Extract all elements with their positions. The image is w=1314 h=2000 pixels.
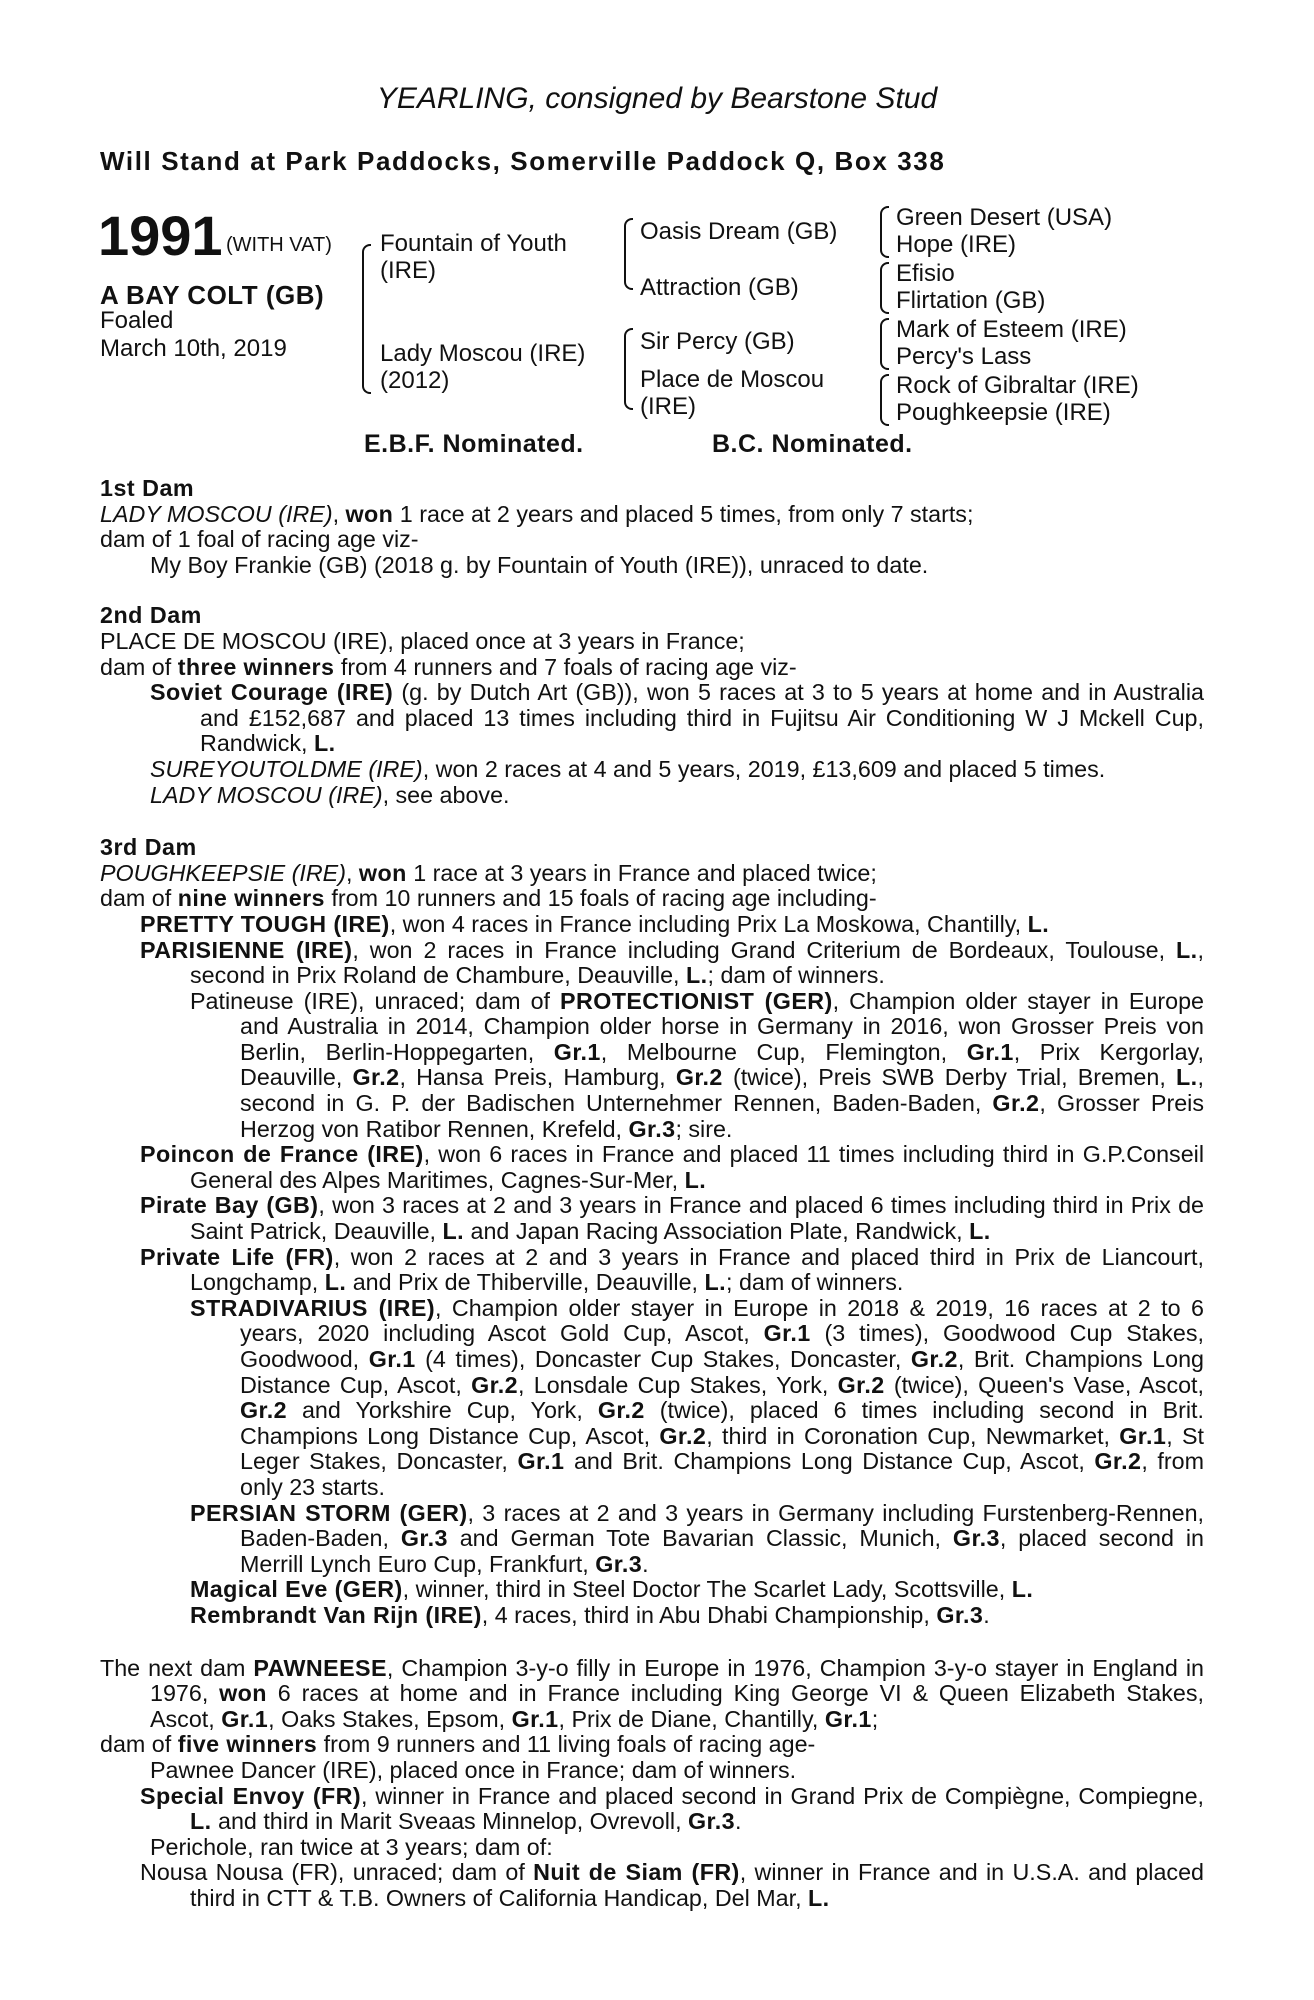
next-dam-produce-2 xyxy=(100,1784,1204,1835)
pedigree-dss: Mark of Esteem (IRE) xyxy=(896,316,1127,343)
text-run: , Grosser Preis Herzog von Ratibor Rennen, Krefeld, xyxy=(240,1090,1205,1142)
text-run: dam of xyxy=(100,885,178,912)
text-run: SUREYOUTOLDME (IRE) xyxy=(150,755,423,782)
text-run: won xyxy=(219,1680,267,1707)
text-run: 6 races at home and in France including King George VI & Queen Elizabeth Stakes, Ascot, xyxy=(150,1680,1204,1732)
brace-ss-parents xyxy=(880,206,889,258)
text-run: five winners xyxy=(177,1731,318,1758)
dam2-produce-3 xyxy=(100,783,1204,809)
text-run: PARISIENNE (IRE) xyxy=(140,936,353,963)
text-run: Private Life (FR) xyxy=(140,1243,334,1270)
text-run: Gr.2 xyxy=(675,1064,723,1091)
brace-ds-parents xyxy=(880,318,889,370)
text-run: dam of xyxy=(100,1731,178,1758)
text-run: , Lonsdale Cup Stakes, York, xyxy=(518,1371,838,1398)
text-run: , Brit. Champions Long Distance Cup, Ascot, xyxy=(240,1346,1204,1398)
dam3-heading: 3rd Dam xyxy=(100,834,197,861)
text-run: , won 3 races at 2 and 3 years in France and placed 6 times including third in Prix de Saint Patrick, Deauville, xyxy=(190,1192,1204,1245)
dam2-foals xyxy=(100,655,1204,681)
consignment-line: YEARLING, consigned by Bearstone Stud xyxy=(376,82,938,115)
text-run: , won 6 races in France and placed 11 times including third in G.P.Conseil General des Alpes Maritimes, Cagnes-Sur-Mer, xyxy=(190,1141,1204,1193)
pedigree-ssd: Hope (IRE) xyxy=(896,231,1017,258)
lot-title: A BAY COLT (GB) xyxy=(100,280,325,310)
text-run: L. xyxy=(685,962,708,989)
text-run: LADY MOSCOU (IRE) xyxy=(150,781,383,808)
text-run: Gr.3 xyxy=(595,1550,643,1577)
text-run: LADY MOSCOU (IRE) xyxy=(100,500,333,527)
text-run: won xyxy=(358,859,407,886)
pedigree-dds: Rock of Gibraltar (IRE) xyxy=(896,372,1139,399)
dam3-produce-8 xyxy=(100,1501,1204,1578)
text-run: nine winners xyxy=(177,885,325,912)
text-run: , Champion older stayer in Europe in 2018 & 2019, 16 races at 2 to 6 years, 2020 including Ascot Gold Cup, Ascot, xyxy=(240,1294,1204,1347)
text-run: , see above. xyxy=(382,781,510,808)
produce-record xyxy=(100,476,1204,1911)
text-run: , Hansa Preis, Hamburg, xyxy=(399,1064,676,1091)
text-run: L. xyxy=(324,1269,347,1296)
foaled-label: Foaled xyxy=(100,307,174,334)
text-run: , third in Coronation Cup, Newmarket, xyxy=(706,1422,1120,1449)
text-run: (twice), Preis SWB Derby Trial, Bremen, xyxy=(722,1064,1177,1091)
pedigree-dam xyxy=(380,340,585,394)
text-run: three winners xyxy=(177,653,335,680)
pedigree-dam-dam xyxy=(640,366,824,420)
pedigree-dam-name: Lady Moscou (IRE) xyxy=(380,340,586,367)
dam3-produce-2 xyxy=(100,938,1204,989)
dam2-heading: 2nd Dam xyxy=(100,602,202,629)
text-run: (twice), placed 6 times including second in Brit. Champions Long Distance Cup, Ascot, xyxy=(240,1397,1204,1449)
text-run: ; sire. xyxy=(675,1115,733,1142)
text-run: Soviet Courage (IRE) xyxy=(150,679,394,706)
ebf-nominated: E.B.F. Nominated. xyxy=(364,430,584,458)
dam2-produce-2 xyxy=(100,757,1204,783)
dam3-foals xyxy=(100,886,1204,912)
dam3-produce-10 xyxy=(100,1603,1204,1629)
next-dam-foals xyxy=(100,1732,1204,1758)
text-run: L. xyxy=(684,1166,707,1193)
dam3-produce-7 xyxy=(100,1296,1204,1501)
dam3-produce-1 xyxy=(100,912,1204,938)
pedigree-sss: Green Desert (USA) xyxy=(896,204,1113,231)
pedigree-sire-country: (IRE) xyxy=(380,257,436,284)
text-run: L. xyxy=(442,1218,465,1245)
next-dam-summary xyxy=(100,1656,1204,1733)
text-run: and Japan Racing Association Plate, Randwick, xyxy=(464,1218,970,1245)
text-run: Rembrandt Van Rijn (IRE) xyxy=(190,1601,482,1628)
text-run: . xyxy=(642,1550,649,1577)
text-run: from 10 runners and 15 foals of racing age including- xyxy=(324,885,877,912)
text-run: from 4 runners and 7 foals of racing age viz- xyxy=(334,653,797,680)
text-run: , placed second in Merrill Lynch Euro Cup, Frankfurt, xyxy=(240,1525,1204,1577)
brace-sd-parents xyxy=(880,262,889,314)
text-run: Magical Eve (GER) xyxy=(190,1576,403,1603)
text-run: , xyxy=(345,859,359,886)
text-run: , xyxy=(332,500,346,527)
text-run: 1 race at 2 years and placed 5 times, from only 7 starts; xyxy=(393,500,974,527)
text-run: and German Tote Bavarian Classic, Munich, xyxy=(447,1525,953,1552)
text-run: Gr.1 xyxy=(763,1320,811,1347)
text-run: , 3 races at 2 and 3 years in Germany including Furstenberg-Rennen, Baden-Baden, xyxy=(240,1499,1204,1552)
next-dam-produce-3: Perichole, ran twice at 3 years; dam of: xyxy=(150,1833,553,1860)
pedigree-sire-sire: Oasis Dream (GB) xyxy=(640,218,838,245)
text-run: L. xyxy=(808,1884,830,1911)
text-run: , Champion older stayer in Europe and Australia in 2014, Champion older horse in Germany in 2016, won Grosser Preis von Berlin, Berlin-Hoppegarten, xyxy=(240,987,1205,1065)
brace-dam-parents xyxy=(624,328,633,410)
text-run: L. xyxy=(1176,936,1198,963)
text-run: , winner, third in Steel Doctor The Scarlet Lady, Scottsville, xyxy=(402,1576,1012,1603)
text-run: Gr.1 xyxy=(511,1705,559,1732)
pedigree-ddd: Poughkeepsie (IRE) xyxy=(896,399,1111,426)
text-run: Gr.1 xyxy=(1119,1422,1167,1449)
text-run: Gr.2 xyxy=(352,1064,400,1091)
text-run: L. xyxy=(1011,1576,1034,1603)
text-run: (g. by Dutch Art (GB)), won 5 races at 3 to 5 years at home and in Australia and £152,687 and placed 13 times including third in Fujitsu Air Conditioning W J Mckell Cup, Randwick, xyxy=(200,679,1204,757)
text-run: Gr.1 xyxy=(221,1705,269,1732)
next-dam-produce-1: Pawnee Dancer (IRE), placed once in France; dam of winners. xyxy=(150,1756,797,1783)
dam2-produce-1 xyxy=(100,680,1204,757)
pedigree-dam-dam-country: (IRE) xyxy=(640,393,696,420)
dam3-summary xyxy=(100,861,1204,887)
dam3-produce-3 xyxy=(100,989,1204,1143)
text-run: , Prix de Diane, Chantilly, xyxy=(558,1705,825,1732)
text-run: L. xyxy=(969,1218,991,1245)
dam1-foals: dam of 1 foal of racing age viz- xyxy=(100,526,419,553)
text-run: dam of xyxy=(100,653,178,680)
text-run: Special Envoy (FR) xyxy=(140,1782,362,1809)
text-run: and third in Marit Sveaas Minnelop, Ovrevoll, xyxy=(211,1808,689,1835)
dam1-produce-1: My Boy Frankie (GB) (2018 g. by Fountain of Youth (IRE)), unraced to date. xyxy=(150,551,929,578)
text-run: and Yorkshire Cup, York, xyxy=(286,1397,598,1424)
text-run: Gr.2 xyxy=(597,1397,645,1424)
text-run: Gr.3 xyxy=(628,1115,676,1142)
text-run: L. xyxy=(313,730,336,757)
text-run: Patineuse (IRE), unraced; dam of xyxy=(190,987,561,1014)
text-run: , winner in France and placed second in Grand Prix de Compiègne, Compiegne, xyxy=(361,1782,1204,1809)
text-run: Gr.1 xyxy=(824,1705,872,1732)
dam1-heading: 1st Dam xyxy=(100,475,195,501)
text-run: PERSIAN STORM (GER) xyxy=(190,1499,468,1526)
text-run: Pirate Bay (GB) xyxy=(140,1192,319,1219)
text-run: ; dam of winners. xyxy=(707,962,885,989)
pedigree-sds: Efisio xyxy=(896,260,955,287)
dam1-summary xyxy=(100,502,1204,528)
pedigree-dam-sire: Sir Percy (GB) xyxy=(640,328,795,355)
text-run: L. xyxy=(1027,910,1050,937)
text-run: Gr.1 xyxy=(517,1448,565,1475)
text-run: Gr.1 xyxy=(553,1038,601,1065)
text-run: Gr.3 xyxy=(688,1808,735,1835)
pedigree-dam-year: (2012) xyxy=(380,367,450,394)
brace-sire-parents xyxy=(624,218,633,290)
text-run: (3 times), Goodwood Cup Stakes, Goodwood, xyxy=(240,1320,1204,1372)
text-run: Gr.2 xyxy=(240,1397,287,1424)
stand-location: Will Stand at Park Paddocks, Somerville Paddock Q, Box 338 xyxy=(100,146,946,176)
text-run: Nuit de Siam (FR) xyxy=(533,1859,740,1886)
text-run: ; dam of winners. xyxy=(726,1269,904,1296)
text-run: L. xyxy=(190,1808,212,1835)
text-run: Gr.1 xyxy=(368,1346,416,1372)
text-run: Gr.1 xyxy=(966,1038,1014,1065)
pedigree-sire-name: Fountain of Youth xyxy=(380,230,567,257)
text-run: , Melbourne Cup, Flemington, xyxy=(600,1038,967,1065)
pedigree-sdd: Flirtation (GB) xyxy=(896,287,1046,314)
text-run: STRADIVARIUS (IRE) xyxy=(190,1294,435,1321)
text-run: , won 4 races in France including Prix La Moskowa, Chantilly, xyxy=(389,910,1028,937)
text-run: Gr.2 xyxy=(910,1346,958,1372)
text-run: , second in Prix Roland de Chambure, Deauville, xyxy=(190,936,1204,989)
text-run: , second in G. P. der Badischen Unternehmer Rennen, Baden-Baden, xyxy=(240,1064,1205,1117)
text-run: (4 times), Doncaster Cup Stakes, Doncaster, xyxy=(415,1346,911,1372)
text-run: and Prix de Thiberville, Deauville, xyxy=(346,1269,705,1296)
pedigree-dam-dam-name: Place de Moscou xyxy=(640,366,825,393)
bc-nominated: B.C. Nominated. xyxy=(712,430,913,458)
dam3-produce-4 xyxy=(100,1142,1204,1193)
text-run: , from only 23 starts. xyxy=(240,1448,1204,1500)
next-dam-produce-4 xyxy=(100,1860,1204,1911)
text-run: Gr.2 xyxy=(837,1371,885,1398)
text-run: (twice), Queen's Vase, Ascot, xyxy=(884,1371,1205,1398)
text-run: Gr.2 xyxy=(471,1371,519,1398)
text-run: , St Leger Stakes, Doncaster, xyxy=(240,1422,1204,1475)
text-run: , Oaks Stakes, Epsom, xyxy=(268,1705,512,1732)
dam3-produce-6 xyxy=(100,1245,1204,1296)
text-run: won xyxy=(345,500,394,527)
text-run: . xyxy=(734,1808,742,1835)
text-run: Poincon de France (IRE) xyxy=(140,1141,424,1168)
dam3-produce-9 xyxy=(100,1577,1204,1603)
pedigree-sire xyxy=(380,230,567,284)
text-run: Gr.2 xyxy=(1094,1448,1142,1475)
dam3-produce-5 xyxy=(100,1193,1204,1244)
text-run: PROTECTIONIST (GER) xyxy=(560,987,833,1014)
text-run: PAWNEESE xyxy=(253,1654,387,1681)
brace-sire-dam xyxy=(362,244,371,394)
text-run: Gr.3 xyxy=(936,1601,984,1628)
vat-note: (WITH VAT) xyxy=(226,234,332,256)
text-run: . xyxy=(983,1601,990,1628)
text-run: L. xyxy=(704,1269,726,1296)
text-run: , winner in France and in U.S.A. and placed third in CTT & T.B. Owners of California Handicap, Del Mar, xyxy=(190,1859,1204,1911)
brace-dd-parents xyxy=(880,374,889,426)
text-run: , won 2 races at 4 and 5 years, 2019, £13,609 and placed 5 times. xyxy=(422,755,1106,782)
text-run: The next dam xyxy=(100,1654,254,1681)
lot-number: 1991 xyxy=(98,204,223,267)
text-run: Gr.3 xyxy=(952,1525,1000,1552)
text-run: Gr.2 xyxy=(659,1422,707,1449)
text-run: from 9 runners and 11 living foals of racing age- xyxy=(317,1731,816,1758)
text-run: PRETTY TOUGH (IRE) xyxy=(140,910,390,937)
text-run: Nousa Nousa (FR), unraced; dam of xyxy=(140,1859,534,1886)
text-run: 1 race at 3 years in France and placed twice; xyxy=(406,859,877,886)
text-run: , won 2 races in France including Grand Criterium de Bordeaux, Toulouse, xyxy=(352,936,1176,963)
text-run: , Champion 3-y-o filly in Europe in 1976, Champion 3-y-o stayer in England in 1976, xyxy=(150,1654,1204,1707)
pedigree-sire-dam: Attraction (GB) xyxy=(640,274,799,301)
text-run: , 4 races, third in Abu Dhabi Championship, xyxy=(481,1601,937,1628)
text-run: ; xyxy=(871,1705,879,1732)
text-run: POUGHKEEPSIE (IRE) xyxy=(100,859,346,886)
foaled-date: March 10th, 2019 xyxy=(100,335,287,362)
text-run: , Prix Kergorlay, Deauville, xyxy=(240,1038,1204,1091)
text-run: L. xyxy=(1176,1064,1198,1091)
text-run: , won 2 races at 2 and 3 years in France and placed third in Prix de Liancourt, Longchamp, xyxy=(190,1243,1204,1296)
text-run: and Brit. Champions Long Distance Cup, Ascot, xyxy=(564,1448,1095,1475)
dam2-summary: PLACE DE MOSCOU (IRE), placed once at 3 years in France; xyxy=(100,627,745,654)
text-run: Gr.2 xyxy=(992,1090,1040,1117)
text-run: Gr.3 xyxy=(400,1525,448,1552)
pedigree-dsd: Percy's Lass xyxy=(896,343,1032,370)
